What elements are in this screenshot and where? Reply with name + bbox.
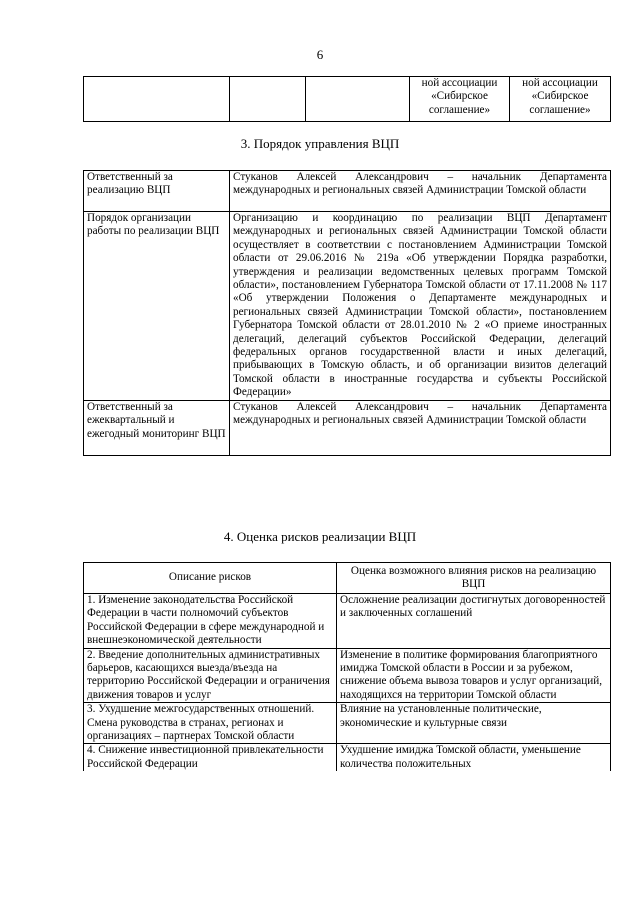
risk-impact: Изменение в политике формирования благоприятного имиджа Томской области в России и за рубежом, снижение объема вывоза товаров и услуг организаций, находящихся на территории Томской области: [337, 648, 611, 703]
table-cell: ной ассоциации «Сибирское соглашение»: [410, 77, 510, 122]
row-label: Порядок организации работы по реализации ВЦП: [84, 212, 230, 401]
column-header: Описание рисков: [84, 563, 337, 594]
table-row: [84, 744, 611, 771]
table-row: [84, 212, 611, 401]
table-row: [84, 77, 611, 122]
table-row: [84, 171, 611, 212]
row-label: Ответственный за реализацию ВЦП: [84, 171, 230, 212]
risk-description: 1. Изменение законодательства Российской Федерации в части полномочий субъектов Российской Федерации в сфере международной и внешнеэкономической деятельности: [84, 594, 337, 649]
table-row: [84, 703, 611, 744]
risk-impact: Влияние на установленные политические, экономические и культурные связи: [337, 703, 611, 744]
risk-impact: Ухудшение имиджа Томской области, уменьшение количества положительных: [337, 744, 611, 771]
table-cell: [230, 77, 306, 122]
table-header-row: [84, 563, 611, 594]
page-number: 6: [316, 47, 324, 62]
row-text: Организацию и координацию по реализации ВЦП Департамент международных и региональных связей Администрации Томской области осуществляет в соответствии с постановлением Администрации Томской области от 29.06.2016 № 219а «Об утверждении Порядка разработки, утверждения и реализации ведомственных целевых программ Томской области», постановлением Губернатора Томской области от 17.11.2008 № 117 «Об утверждении Положения о Департаменте международных и региональных связей Администрации Томской области», постановлением Губернатора Томской области от 28.01.2010 № 2 «О приеме иностранных делегаций, делегаций субъектов Российской Федерации, делегаций федеральных органов государственной власти и иных делегаций, прибывающих в Томскую область, и об организации визитов делегаций Томской области в иностранные государства и субъекты Российской Федерации»: [230, 212, 611, 401]
management-table: [83, 170, 611, 456]
risk-impact: Осложнение реализации достигнутых договоренностей и заключенных соглашений: [337, 594, 611, 649]
row-text: Стуканов Алексей Александрович – начальник Департамента международных и региональных связей Администрации Томской области: [230, 400, 611, 455]
risks-table: [83, 562, 611, 771]
top-table: [83, 76, 611, 122]
risk-description: 4. Снижение инвестиционной привлекательности Российской Федерации: [84, 744, 337, 771]
table-cell: [84, 77, 230, 122]
section3-heading: 3. Порядок управления ВЦП: [240, 136, 400, 151]
risk-description: 3. Ухудшение межгосударственных отношений. Смена руководства в странах, регионах и организациях – партнерах Томской области: [84, 703, 337, 744]
risk-description: 2. Введение дополнительных административных барьеров, касающихся выезда/въезда на территорию Российской Федерации и ограничения движения товаров и услуг: [84, 648, 337, 703]
column-header: Оценка возможного влияния рисков на реализацию ВЦП: [337, 563, 611, 594]
table-row: [84, 594, 611, 649]
row-text: Стуканов Алексей Александрович – начальник Департамента международных и региональных связей Администрации Томской области: [230, 171, 611, 212]
table-cell: ной ассоциации «Сибирское соглашение»: [510, 77, 611, 122]
table-cell: [306, 77, 410, 122]
table-row: [84, 648, 611, 703]
table-row: [84, 400, 611, 455]
section4-heading: 4. Оценка рисков реализации ВЦП: [223, 529, 417, 544]
row-label: Ответственный за ежеквартальный и ежегодный мониторинг ВЦП: [84, 400, 230, 455]
